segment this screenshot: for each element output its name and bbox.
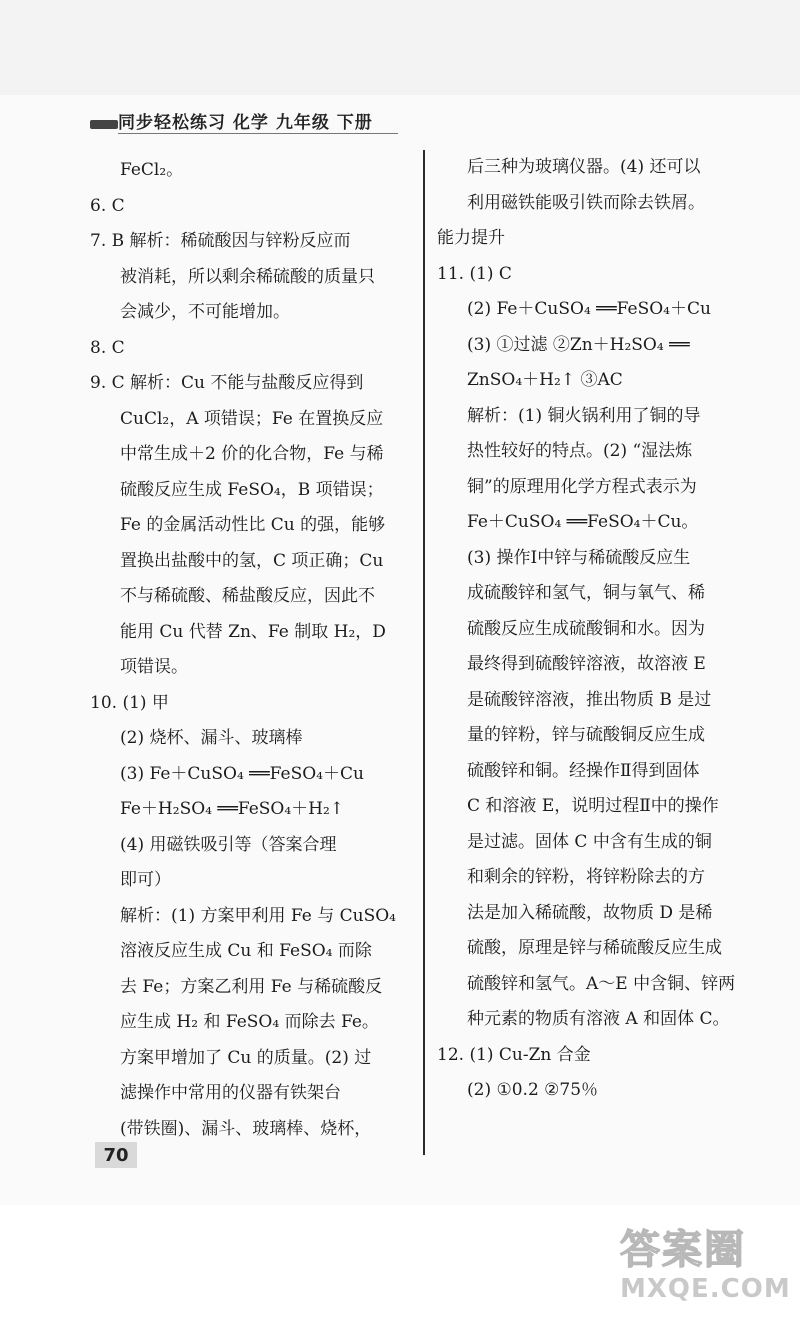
right-column-line: 成硫酸锌和氢气，铜与氧气、稀 xyxy=(467,583,705,603)
right-column-line: 量的锌粉，锌与硫酸铜反应生成 xyxy=(467,725,705,745)
left-column-line: Fe 的金属活动性比 Cu 的强，能够 xyxy=(120,515,386,535)
right-column-line: 利用磁铁能吸引铁而除去铁屑。 xyxy=(467,192,705,213)
right-column-line: 铜”的原理用化学方程式表示为 xyxy=(467,476,697,497)
right-column-line: 法是加入稀硫酸，故物质 D 是稀 xyxy=(467,902,713,923)
right-column-line: 硫酸锌和氢气。A～E 中含铜、锌两 xyxy=(467,973,736,994)
left-column-line: 应生成 H₂ 和 FeSO₄ 而除去 Fe。 xyxy=(120,1012,379,1032)
left-column-line: 解析：(1) 方案甲利用 Fe 与 CuSO₄ xyxy=(120,905,396,926)
right-column-line: ZnSO₄＋H₂↑ ③AC xyxy=(467,370,623,390)
left-column-line: 中常生成＋2 价的化合物，Fe 与稀 xyxy=(120,444,384,464)
left-column-line: 不与稀硫酸、稀盐酸反应，因此不 xyxy=(120,586,375,606)
left-column-line: 硫酸反应生成 FeSO₄，B 项错误； xyxy=(120,479,384,500)
left-column-line: 会减少，不可能增加。 xyxy=(120,302,290,322)
scan-background xyxy=(0,0,800,95)
left-column-line: 方案甲增加了 Cu 的质量。(2) 过 xyxy=(120,1047,372,1068)
left-column-line: 7. B 解析：稀硫酸因与锌粉反应而 xyxy=(90,231,351,251)
right-column-line: 是过滤。固体 C 中含有生成的铜 xyxy=(467,831,712,852)
left-column-line: 置换出盐酸中的氢，C 项正确；Cu xyxy=(120,550,384,571)
right-column-line: 12. (1) Cu-Zn 合金 xyxy=(437,1044,591,1065)
left-column-line: 8. C xyxy=(90,337,125,358)
header-underline xyxy=(118,133,398,134)
page-number: 70 xyxy=(95,1142,137,1168)
left-column-line: 能用 Cu 代替 Zn、Fe 制取 H₂，D xyxy=(120,621,386,642)
left-column-line: 溶液反应生成 Cu 和 FeSO₄ 而除 xyxy=(120,941,372,961)
right-column-line: 硫酸，原理是锌与稀硫酸反应生成 xyxy=(467,938,722,958)
left-column-line: 滤操作中常用的仪器有铁架台 xyxy=(120,1083,341,1103)
book-title: 同步轻松练习 化学 九年级 下册 xyxy=(118,112,373,133)
left-column-line: (4) 用磁铁吸引等（答案合理 xyxy=(120,834,337,855)
right-column-line: Fe＋CuSO₄ ══FeSO₄＋Cu。 xyxy=(467,512,699,532)
page-header xyxy=(88,104,373,136)
right-column-line: C 和溶液 E，说明过程Ⅱ中的操作 xyxy=(467,796,719,816)
right-column xyxy=(437,150,762,1109)
right-column-line: 是硫酸锌溶液，推出物质 B 是过 xyxy=(467,689,712,710)
right-column-line: 和剩余的锌粉，将锌粉除去的方 xyxy=(467,867,705,887)
left-column-line: FeCl₂。 xyxy=(120,160,184,180)
left-column-line: 去 Fe；方案乙利用 Fe 与稀硫酸反 xyxy=(120,976,383,997)
column-divider xyxy=(423,150,425,1155)
left-column-line: 10. (1) 甲 xyxy=(90,692,169,713)
left-column-line: Fe＋H₂SO₄ ══FeSO₄＋H₂↑ xyxy=(120,799,345,819)
left-column-line: (带铁圈)、漏斗、玻璃棒、烧杯， xyxy=(120,1118,372,1139)
watermark xyxy=(600,1210,790,1310)
right-column-line: 硫酸反应生成硫酸铜和水。因为 xyxy=(467,618,705,639)
left-column-line: (3) Fe＋CuSO₄ ══FeSO₄＋Cu xyxy=(120,763,364,784)
right-column-line: 解析：(1) 铜火锅利用了铜的导 xyxy=(467,405,701,426)
right-column-line: (3) 操作Ⅰ中锌与稀硫酸反应生 xyxy=(467,547,691,568)
left-column-line: 被消耗，所以剩余稀硫酸的质量只 xyxy=(120,266,375,287)
watermark-url: MXQE.COM xyxy=(620,1274,791,1304)
right-column-line: 后三种为玻璃仪器。(4) 还可以 xyxy=(467,157,701,177)
right-column-line: 最终得到硫酸锌溶液，故溶液 E xyxy=(467,654,706,674)
right-column-line: 11. (1) C xyxy=(437,263,512,284)
right-column-line: (2) ①0.2 ②75％ xyxy=(467,1080,599,1100)
left-column-line: 6. C xyxy=(90,195,125,216)
right-column-line: 种元素的物质有溶液 A 和固体 C。 xyxy=(467,1009,730,1029)
right-column-line: (2) Fe＋CuSO₄ ══FeSO₄＋Cu xyxy=(467,299,711,319)
left-column-line: (2) 烧杯、漏斗、玻璃棒 xyxy=(120,728,303,748)
left-column-line: 9. C 解析：Cu 不能与盐酸反应得到 xyxy=(90,373,364,393)
left-column xyxy=(90,153,415,1147)
left-column-line: CuCl₂，A 项错误；Fe 在置换反应 xyxy=(120,408,384,429)
watermark-logo-text: 答案圈 xyxy=(620,1227,746,1273)
right-column-line: 硫酸锌和铜。经操作Ⅱ得到固体 xyxy=(467,760,700,781)
left-column-line: 即可） xyxy=(120,870,171,890)
right-column-line: 热性较好的特点。(2) “湿法炼 xyxy=(467,441,693,461)
right-column-line: (3) ①过滤 ②Zn＋H₂SO₄ ══ xyxy=(467,334,690,355)
right-column-line: 能力提升 xyxy=(437,228,505,248)
left-column-line: 项错误。 xyxy=(120,657,188,677)
